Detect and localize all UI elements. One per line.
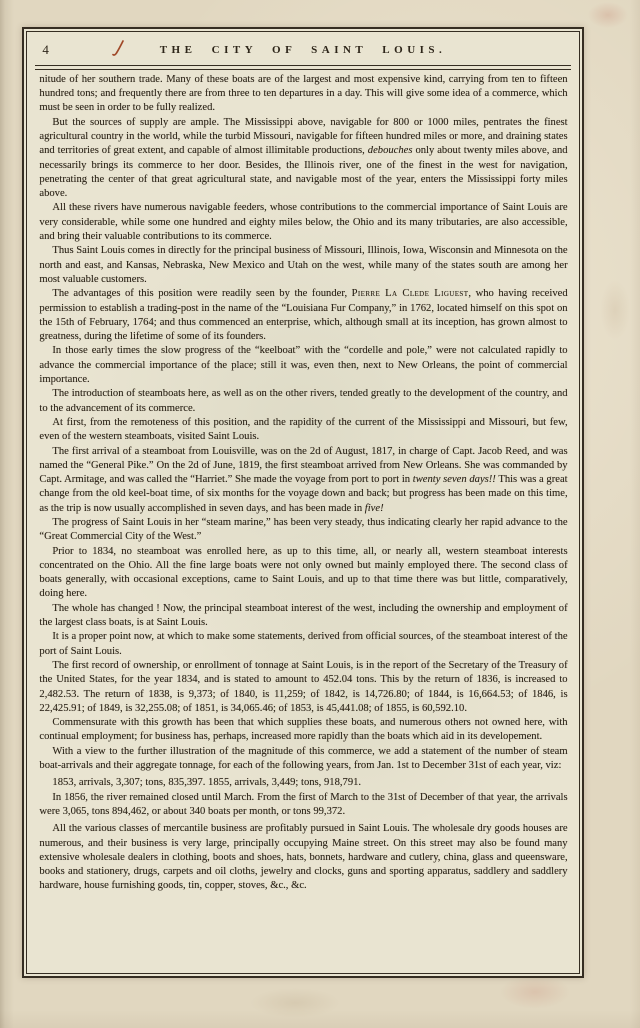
paragraph bbox=[39, 791, 567, 820]
paragraph bbox=[39, 822, 567, 893]
page-frame-inner bbox=[26, 31, 579, 973]
text-run: All the various classes of mercantile business are profitably pursued in Saint Louis. The wholesale dry goods houses are numerous, and their business is very large, principally occupying Maine street. On this street may also be found many extensive wholesale dealers in clothing, boots and shoes, hats, bonnets, hardware and cutlery, china, glass and queensware, books and stationery, drugs, carpets and oil cloths, jewelry and clocks, guns and sporting apparatus, saddlery and saddlery hardware, house furnishing goods, tin, copper, stoves, &c., &c. bbox=[39, 823, 568, 892]
text-run: , who having received permission to establish a trading-post in the name of the “Louisiana Fur Company,” in 1762, located himself on this spot on the 15th of February, 1764; and thus commenced an enterprise, which, although small at its inception, has grown almost to greatness, during the lifetime of some of its founders. bbox=[39, 288, 568, 343]
body-text bbox=[33, 70, 572, 894]
text-run-italic: debouches bbox=[367, 145, 413, 157]
paper-stain bbox=[500, 975, 570, 1009]
paragraph bbox=[39, 630, 567, 659]
page-header bbox=[33, 35, 572, 62]
paragraph bbox=[39, 73, 567, 116]
paragraph bbox=[39, 516, 567, 545]
text-run-smallcaps: Pierre La Clede Liguest bbox=[351, 288, 469, 300]
text-run: With a view to the further illustration of the magnitude of this commerce, we add a statement of the number of steam boat-arrivals and their aggregate tonnage, for each of the following years, from Jan. 1st to December 31st of each year, viz: bbox=[39, 745, 568, 772]
paragraph bbox=[39, 745, 567, 774]
paragraph bbox=[39, 716, 567, 745]
paragraph bbox=[39, 545, 567, 602]
paragraph bbox=[39, 445, 567, 516]
text-run: In those early times the slow progress of the “keelboat” with the “cordelle and pole,” were not calculated rapidly to advance the commercial importance of the place; still it was, even then, next to New Orleans, the point of commercial importance. bbox=[39, 345, 568, 386]
text-run: 1853, arrivals, 3,307; tons, 835,397. 1855, arrivals, 3,449; tons, 918,791. bbox=[52, 777, 362, 789]
paper-stain bbox=[600, 280, 630, 340]
running-title: THE CITY OF SAINT LOUIS. bbox=[159, 44, 447, 57]
paragraph bbox=[39, 602, 567, 631]
text-run: The progress of Saint Louis in her “steam marine,” has been very steady, thus indicating clearly her rapid advance to the “Great Commercial City of the West.” bbox=[39, 516, 568, 543]
text-run: The first record of ownership, or enrollment of tonnage at Saint Louis, is in the report of the Secretary of the Treasury of the United States, for the year 1834, and is stated to amount to 452.04 tons. This by the return of 1836, is increased to 2,482.53. The return of 1838, is 9,373; of 1840, is 11,259; of 1842, is 14,726.80; of 1844, is 16,664.53; of 1846, is 22,425.91; of 1849, is 32,255.08; of 1851, is 34,065.46; of 1853, is 45,441.08; of 1855, is 60,592.10. bbox=[39, 659, 568, 714]
paragraph bbox=[39, 416, 567, 445]
text-run: At first, from the remoteness of this position, and the rapidity of the current of the Mississippi and Missouri, but few, even of the western steamboats, visited Saint Louis. bbox=[39, 416, 568, 443]
text-run: The first arrival of a steamboat from Louisville, was on the 2d of August, 1817, in charge of Capt. Jacob Reed, and was named the “General Pike.” On the 2d of June, 1819, the first steamboat arrived from New Orleans. She was commanded by Capt. Armitage, and was called the “Harriet.” She made the voyage from port to port in bbox=[39, 445, 568, 486]
text-run: Prior to 1834, no steamboat was enrolled here, as up to this time, all, or nearly all, western steamboat interests concentrated on the Ohio. All the fine large boats were not only owned but mainly employed there. The second class of boats generally, with occasional exceptions, came to Saint Louis, and up to that time there was but little, comparatively, doing here. bbox=[39, 545, 568, 600]
text-run: This was a great change from the old keel-boat time, of six months for the voyage down and back; but progress has been made on this time, as the trip is now usually accomplished in seven days, and has been made in bbox=[39, 474, 568, 514]
text-run: All these rivers have numerous navigable feeders, whose contributions to the commercial importance of Saint Louis are very considerable, while some one hundred and eighty miles below, the Ohio and its many tributaries, are also accessible, and bring their valuable contributions to its commerce. bbox=[39, 202, 568, 243]
paragraph bbox=[39, 344, 567, 387]
paragraph bbox=[39, 116, 567, 202]
paragraph bbox=[39, 387, 567, 416]
paper-stain bbox=[250, 988, 340, 1018]
page-frame bbox=[22, 27, 584, 978]
paragraph bbox=[39, 201, 567, 244]
text-run: The introduction of steamboats here, as well as on the other rivers, tended greatly to the development of the country, and to the advancement of its commerce. bbox=[39, 388, 568, 414]
text-run: only about twenty miles above, and necessarily brings its commerce to her door. Besides, the Illinois river, one of the finest in the west for navigation, penetrating the center of that great agricultural state, and navigable most of the year, enters the Mississippi forty miles above. bbox=[39, 145, 568, 200]
page-number: 4 bbox=[42, 42, 50, 58]
text-run: The advantages of this position were readily seen by the founder, bbox=[52, 288, 352, 300]
paragraph bbox=[39, 659, 567, 716]
paragraph bbox=[39, 287, 567, 344]
text-run-italic: twenty seven days!! bbox=[412, 474, 496, 486]
text-run: nitude of her southern trade. Many of these boats are of the largest and most expensive kind, carrying from ten to fifteen hundred tons; and frequently there are from three to ten departures in a day. This will give some idea of a commerce, which must be seen in order to be fully realized. bbox=[39, 73, 568, 114]
paragraph bbox=[39, 244, 567, 287]
text-run: But the sources of supply are ample. The Mississippi above, navigable for 800 or 1000 miles, pentrates the finest agricultural country in the world, while the turbid Missouri, navigable for fifteen hundred miles or more, and draining states and territories of great extent, and capable of almost illimitable productions, bbox=[39, 116, 568, 157]
paper-stain bbox=[588, 2, 628, 28]
text-run: The whole has changed ! Now, the principal steamboat interest of the west, including the ownership and employment of the largest class boats, is at Saint Louis. bbox=[39, 602, 568, 629]
text-run: In 1856, the river remained closed until March. From the first of March to the 31st of December of that year, the arrivals were 3,065, tons 894,462, or about 340 boats per month, or tons 99,372. bbox=[39, 791, 568, 817]
pen-mark-icon bbox=[111, 39, 126, 64]
text-run: Commensurate with this growth has been that which supplies these boats, and numerous others not owned here, with continual employment; for business has, perhaps, increased more rapidly than the boats which aid in its developement. bbox=[39, 717, 568, 743]
text-run: Thus Saint Louis comes in directly for the principal business of Missouri, Illinois, Iowa, Wisconsin and Minnesota on the north and east, and Kansas, Nebraska, New Mexico and Utah on the west, while many of the states south are among her most valuable customers. bbox=[39, 245, 568, 285]
text-run: It is a proper point now, at which to make some statements, derived from official sources, of the steamboat interest of the port of Saint Louis. bbox=[39, 631, 568, 657]
text-run-italic: five! bbox=[364, 502, 384, 514]
paragraph bbox=[39, 776, 567, 790]
